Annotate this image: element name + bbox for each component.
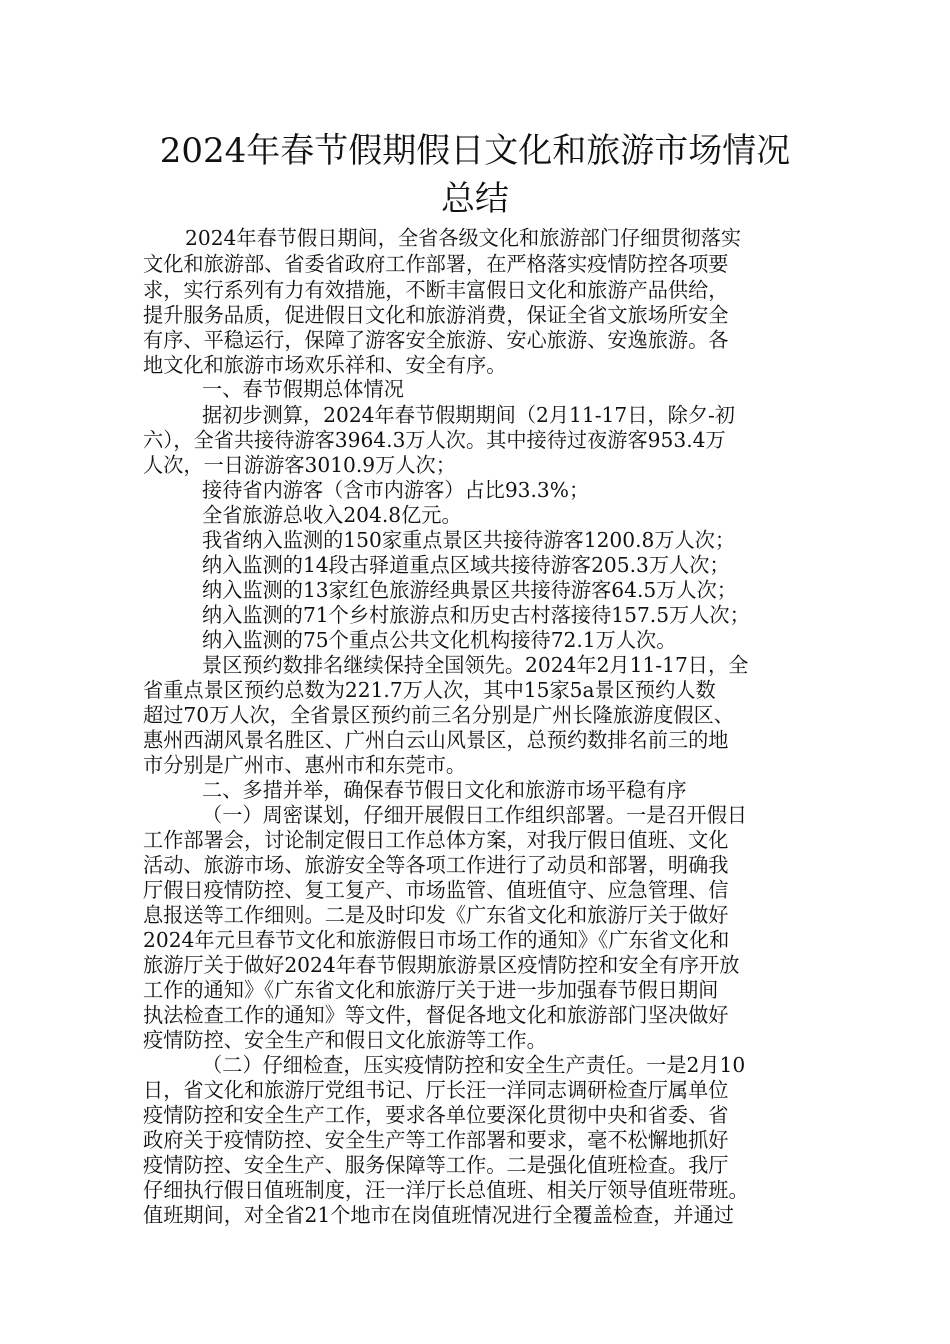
paragraph-line: 地文化和旅游市场欢乐祥和、安全有序。	[143, 353, 507, 377]
paragraph-line: 值班期间，对全省21个地市在岗值班情况进行全覆盖检查，并通过	[143, 1203, 734, 1227]
paragraph-line: 市分别是广州市、惠州市和东莞市。	[143, 753, 467, 777]
paragraph-line: 疫情防控、安全生产、服务保障等工作。二是强化值班检查。我厅	[143, 1153, 729, 1177]
paragraph-line: 工作的通知》《广东省文化和旅游厅关于进一步加强春节假日期间	[143, 978, 719, 1002]
paragraph-line: 执法检查工作的通知》等文件，督促各地文化和旅游部门坚决做好	[143, 1003, 729, 1027]
paragraph-line: 惠州西湖风景名胜区、广州白云山风景区，总预约数排名前三的地	[143, 728, 729, 752]
paragraph-line: 2024年元旦春节文化和旅游假日市场工作的通知》《广东省文化和	[143, 928, 730, 952]
paragraph-line: 纳入监测的14段古驿道重点区域共接待游客205.3万人次；	[202, 553, 730, 577]
paragraph-line: （一）周密谋划，仔细开展假日工作组织部署。一是召开假日	[202, 803, 748, 827]
paragraph-line: 疫情防控、安全生产和假日文化旅游等工作。	[143, 1028, 547, 1052]
paragraph-line: 景区预约数排名继续保持全国领先。2024年2月11-17日，全	[202, 653, 749, 677]
paragraph-line: 息报送等工作细则。二是及时印发《广东省文化和旅游厅关于做好	[143, 903, 729, 927]
paragraph-line: 超过70万人次，全省景区预约前三名分别是广州长隆旅游度假区、	[143, 703, 734, 727]
paragraph-line: 有序、平稳运行，保障了游客安全旅游、安心旅游、安逸旅游。各	[143, 328, 729, 352]
paragraph-line: 提升服务品质，促进假日文化和旅游消费，保证全省文旅场所安全	[143, 303, 729, 327]
paragraph-line: 文化和旅游部、省委省政府工作部署，在严格落实疫情防控各项要	[143, 252, 729, 276]
paragraph-line: 全省旅游总收入204.8亿元。	[202, 503, 462, 527]
paragraph-line: 我省纳入监测的150家重点景区共接待游客1200.8万人次；	[202, 528, 736, 552]
paragraph-line: 活动、旅游市场、旅游安全等各项工作进行了动员和部署，明确我	[143, 853, 729, 877]
section-heading: 二、多措并举，确保春节假日文化和旅游市场平稳有序	[202, 778, 687, 802]
paragraph-line: 人次，一日游游客3010.9万人次；	[143, 453, 456, 477]
paragraph-line: 厅假日疫情防控、复工复产、市场监管、值班值守、应急管理、信	[143, 878, 729, 902]
paragraph-line: 政府关于疫情防控、安全生产等工作部署和要求，毫不松懈地抓好	[143, 1128, 729, 1152]
paragraph-line: 省重点景区预约总数为221.7万人次，其中15家5a景区预约人数	[143, 678, 716, 702]
paragraph-line: （二）仔细检查，压实疫情防控和安全生产责任。一是2月10	[202, 1053, 746, 1077]
section-heading: 一、春节假期总体情况	[202, 377, 404, 401]
paragraph-line: 求，实行系列有力有效措施，不断丰富假日文化和旅游产品供给，	[143, 278, 729, 302]
paragraph-line: 纳入监测的71个乡村旅游点和历史古村落接待157.5万人次；	[202, 603, 750, 627]
paragraph-line: 纳入监测的13家红色旅游经典景区共接待游客64.5万人次；	[202, 578, 737, 602]
paragraph-line: 工作部署会，讨论制定假日工作总体方案，对我厅假日值班、文化	[143, 828, 729, 852]
paragraph-line: 接待省内游客（含市内游客）占比93.3%；	[202, 478, 590, 502]
paragraph-line: 六），全省共接待游客3964.3万人次。其中接待过夜游客953.4万	[143, 428, 726, 452]
paragraph-line: 纳入监测的75个重点公共文化机构接待72.1万人次。	[202, 628, 677, 652]
paragraph-line: 日，省文化和旅游厅党组书记、厅长汪一洋同志调研检查厅属单位	[143, 1078, 729, 1102]
paragraph-line: 疫情防控和安全生产工作，要求各单位要深化贯彻中央和省委、省	[143, 1103, 729, 1127]
paragraph-line: 据初步测算，2024年春节假期期间（2月11-17日，除夕-初	[202, 403, 735, 427]
paragraph-line: 旅游厅关于做好2024年春节假期旅游景区疫情防控和安全有序开放	[143, 953, 740, 977]
paragraph-line: 仔细执行假日值班制度，汪一洋厅长总值班、相关厅领导值班带班。	[143, 1178, 749, 1202]
document-title-line-2: 总结	[441, 179, 509, 219]
paragraph-line: 2024年春节假日期间，全省各级文化和旅游部门仔细贯彻落实	[185, 226, 742, 250]
document-title-line-1: 2024年春节假期假日文化和旅游市场情况	[159, 131, 791, 171]
